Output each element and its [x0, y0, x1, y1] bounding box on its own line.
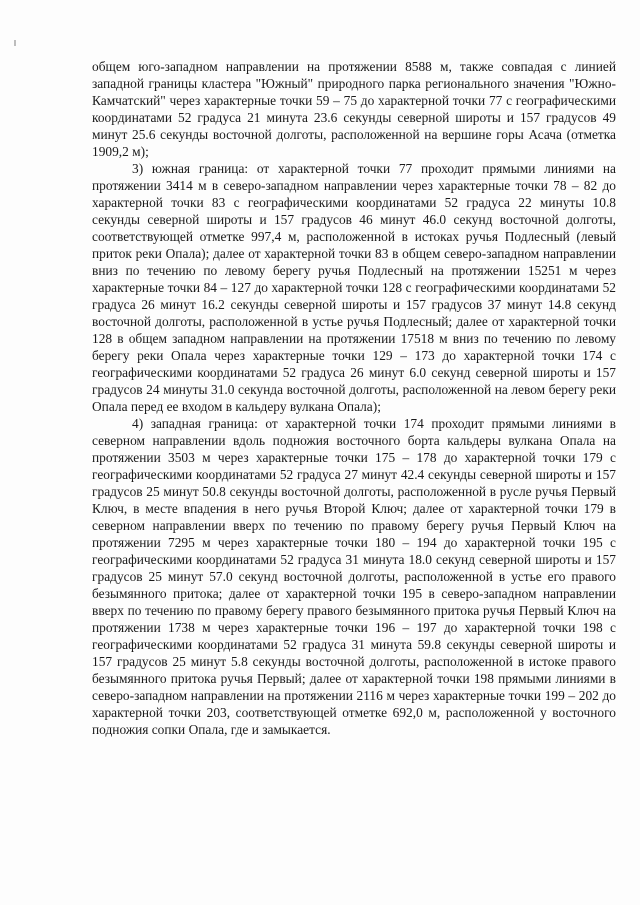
- scan-mark: [14, 40, 16, 46]
- document-body: [92, 58, 616, 738]
- paragraph-south-boundary: 3) южная граница: от характерной точки 77 проходит прямыми линиями на протяжении 3414 м в северо-западном направлении через характерные точки 78 – 82 до характерной точки 83 с географическими координатами 52 градуса 22 минуты 10.8 секунды северной широты и 157 градусов 46 минут 46.0 секунд восточной долготы, соответствующей отметке 997,4 м, расположенной в истоках ручья Подлесный (левый приток реки Опала); далее от характерной точки 83 в общем северо-западном направлении вниз по течению по левому берегу ручья Подлесный на протяжении 15251 м через характерные точки 84 – 127 до характерной точки 128 с географическими координатами 52 градуса 26 минут 16.2 секунды северной широты и 157 градусов 37 минут 14.8 секунд восточной долготы, расположенной в устье ручья Подлесный; далее от характерной точки 128 в общем западном направлении на протяжении 17518 м вниз по течению по левому берегу реки Опала через характерные точки 129 – 173 до характерной точки 174 с географическими координатами 52 градуса 26 минут 6.0 секунд северной широты и 157 градусов 24 минуты 31.0 секунда восточной долготы, расположенной на левом берегу реки Опала перед ее входом в кальдеру вулкана Опала);: [92, 161, 616, 414]
- paragraph-continuation: общем юго-западном направлении на протяжении 8588 м, также совпадая с линией западной границы кластера "Южный" природного парка регионального значения "Южно-Камчатский" через характерные точки 59 – 75 до характерной точки 77 с географическими координатами 52 градуса 21 минута 23.6 секунды северной широты и 157 градусов 49 минут 25.6 секунды восточной долготы, расположенной на вершине горы Асача (отметка 1909,2 м);: [92, 59, 616, 159]
- paragraph-west-boundary: 4) западная граница: от характерной точки 174 проходит прямыми линиями в северном направлении вдоль подножия восточного борта кальдеры вулкана Опала на протяжении 3503 м через характерные точки 175 – 178 до характерной точки 179 с географическими координатами 52 градуса 27 минут 42.4 секунды северной широты и 157 градусов 25 минут 50.8 секунды восточной долготы, расположенной в русле ручья Первый Ключ, в месте впадения в него ручья Второй Ключ; далее от характерной точки 179 в северном направлении вверх по течению по правому берегу ручья Первый Ключ на протяжении 7295 м через характерные точки 180 – 194 до характерной точки 195 с географическими координатами 52 градуса 31 минута 18.0 секунд северной широты и 157 градусов 25 минут 57.0 секунд восточной долготы, расположенной в устье его правого безымянного притока; далее от характерной точки 195 в северо-западном направлении вверх по течению по правому берегу правого безымянного притока ручья Первый Ключ на протяжении 1738 м через характерные точки 196 – 197 до характерной точки 198 с географическими координатами 52 градуса 31 минута 59.8 секунды северной широты и 157 градусов 25 минут 5.8 секунды восточной долготы, расположенной в истоке правого безымянного притока ручья Первый; далее от характерной точки 198 прямыми линиями в северо-западном направлении на протяжении 2116 м через характерные точки 199 – 202 до характерной точки 203, соответствующей отметке 692,0 м, расположенной у восточного подножия сопки Опала, где и замыкается.: [92, 416, 616, 737]
